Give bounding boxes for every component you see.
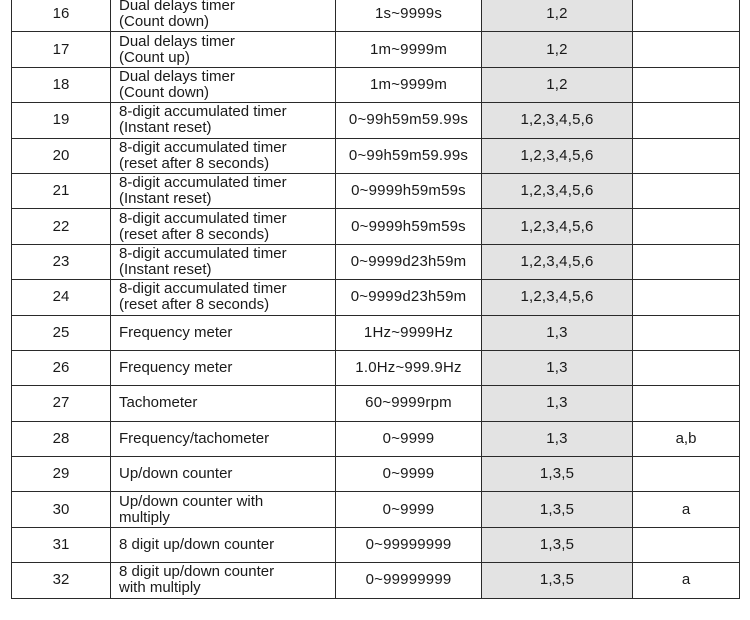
- function-name-line: 8-digit accumulated timer: [119, 103, 287, 121]
- function-number-cell: 28: [12, 421, 111, 456]
- function-number-cell: 19: [12, 103, 111, 138]
- function-number-cell: 32: [12, 563, 111, 598]
- note-cell: [633, 103, 740, 138]
- modes-cell: [482, 492, 633, 527]
- modes-value: 1,2: [546, 75, 568, 93]
- range-value: 0~9999d23h59m: [350, 252, 467, 270]
- modes-cell: [482, 350, 633, 385]
- table-row: [12, 103, 740, 138]
- function-number-cell: 30: [12, 492, 111, 527]
- function-name-cell: [111, 173, 336, 208]
- function-name-line: 8-digit accumulated timer: [119, 174, 287, 192]
- range-cell: [336, 0, 482, 32]
- range-value: 60~9999rpm: [365, 394, 452, 412]
- function-name-cell: [111, 280, 336, 315]
- function-name-cell: [111, 138, 336, 173]
- modes-value: 1,3,5: [539, 536, 575, 554]
- function-name-cell: [111, 350, 336, 385]
- range-value: 1.0Hz~999.9Hz: [355, 359, 462, 377]
- modes-cell: [482, 32, 633, 67]
- range-value: 1m~9999m: [369, 40, 448, 58]
- range-cell: [336, 209, 482, 244]
- function-name-line: Up/down counter with: [119, 492, 264, 510]
- modes-value: 1,2: [546, 5, 568, 23]
- function-name-cell: [111, 563, 336, 598]
- modes-value: 1,3: [546, 429, 568, 447]
- function-name-cell: [111, 527, 336, 562]
- range-value: 0~99999999: [365, 536, 452, 554]
- note-cell: a: [633, 563, 740, 598]
- note-cell: [633, 67, 740, 102]
- range-cell: [336, 421, 482, 456]
- modes-cell: [482, 103, 633, 138]
- note-cell: [633, 0, 740, 32]
- function-name-cell: [111, 67, 336, 102]
- range-value: 1Hz~9999Hz: [363, 323, 454, 341]
- function-name-line: (Instant reset): [119, 190, 212, 208]
- note-cell: [633, 138, 740, 173]
- function-name-line: Dual delays timer: [119, 67, 235, 85]
- function-name-line: with multiply: [119, 579, 201, 597]
- note-cell: a,b: [633, 421, 740, 456]
- function-number-cell: 20: [12, 138, 111, 173]
- range-value: 0~9999h59m59s: [351, 182, 466, 200]
- range-value: 0~99h59m59.99s: [348, 146, 469, 164]
- note-cell: [633, 244, 740, 279]
- modes-cell: [482, 386, 633, 421]
- table-row: [12, 350, 740, 385]
- function-name-line: 8-digit accumulated timer: [119, 138, 287, 156]
- modes-value: 1,3,5: [539, 500, 575, 518]
- modes-cell: [482, 315, 633, 350]
- table-row: [12, 138, 740, 173]
- function-name-line: (Instant reset): [119, 119, 212, 137]
- function-name-cell: [111, 209, 336, 244]
- modes-cell: [482, 67, 633, 102]
- range-value: 0~9999h59m59s: [351, 217, 466, 235]
- function-name-line: (reset after 8 seconds): [119, 296, 270, 314]
- function-name-line: 8 digit up/down counter: [119, 536, 275, 554]
- function-name-cell: [111, 32, 336, 67]
- function-table-container: [11, 0, 738, 599]
- range-cell: [336, 244, 482, 279]
- function-number-cell: 18: [12, 67, 111, 102]
- note-cell: [633, 209, 740, 244]
- function-name-line: (Count up): [119, 48, 190, 66]
- table-row: [12, 563, 740, 598]
- modes-value: 1,3,5: [539, 465, 575, 483]
- note-cell: [633, 32, 740, 67]
- function-number-cell: 21: [12, 173, 111, 208]
- function-name-line: 8-digit accumulated timer: [119, 244, 287, 262]
- note-cell: [633, 386, 740, 421]
- note-cell: [633, 173, 740, 208]
- table-row: [12, 457, 740, 492]
- modes-value: 1,2,3,4,5,6: [520, 146, 594, 164]
- function-number-cell: 17: [12, 32, 111, 67]
- function-name-line: (Count down): [119, 13, 210, 31]
- range-cell: [336, 173, 482, 208]
- range-cell: [336, 67, 482, 102]
- table-row: [12, 386, 740, 421]
- function-name-line: 8-digit accumulated timer: [119, 280, 287, 298]
- function-number-cell: 29: [12, 457, 111, 492]
- range-cell: [336, 350, 482, 385]
- function-number-cell: 26: [12, 350, 111, 385]
- modes-cell: [482, 457, 633, 492]
- range-cell: [336, 457, 482, 492]
- function-name-cell: [111, 244, 336, 279]
- note-cell: [633, 457, 740, 492]
- function-name-cell: [111, 457, 336, 492]
- function-number-cell: 23: [12, 244, 111, 279]
- modes-cell: [482, 280, 633, 315]
- range-cell: [336, 315, 482, 350]
- function-name-line: (Instant reset): [119, 260, 212, 278]
- modes-cell: [482, 0, 633, 32]
- function-number-cell: 25: [12, 315, 111, 350]
- range-cell: [336, 563, 482, 598]
- range-cell: [336, 386, 482, 421]
- function-name-line: Tachometer: [119, 394, 198, 412]
- range-value: 0~9999: [382, 429, 435, 447]
- table-row: [12, 421, 740, 456]
- note-cell: a: [633, 492, 740, 527]
- table-body: [12, 0, 740, 598]
- range-cell: [336, 103, 482, 138]
- function-name-cell: [111, 0, 336, 32]
- range-value: 0~9999: [382, 465, 435, 483]
- function-name-line: 8-digit accumulated timer: [119, 209, 287, 227]
- range-cell: [336, 527, 482, 562]
- function-name-line: Dual delays timer: [119, 32, 235, 50]
- modes-value: 1,2,3,4,5,6: [520, 217, 594, 235]
- function-name-line: Frequency meter: [119, 359, 233, 377]
- range-value: 0~9999: [382, 500, 435, 518]
- function-name-cell: [111, 315, 336, 350]
- modes-value: 1,3: [546, 323, 568, 341]
- range-value: 0~99999999: [365, 571, 452, 589]
- function-name-line: Dual delays timer: [119, 0, 235, 15]
- function-name-line: Up/down counter: [119, 465, 233, 483]
- function-name-line: (reset after 8 seconds): [119, 154, 270, 172]
- function-table: [11, 0, 740, 599]
- range-value: 1s~9999s: [374, 5, 443, 23]
- modes-value: 1,2,3,4,5,6: [520, 111, 594, 129]
- table-row: [12, 527, 740, 562]
- table-row: [12, 280, 740, 315]
- range-value: 1m~9999m: [369, 75, 448, 93]
- range-value: 0~9999d23h59m: [350, 288, 467, 306]
- modes-value: 1,3: [546, 359, 568, 377]
- modes-cell: [482, 563, 633, 598]
- table-row: [12, 173, 740, 208]
- function-name-line: 8 digit up/down counter: [119, 563, 275, 581]
- function-name-line: (Count down): [119, 83, 210, 101]
- modes-value: 1,2,3,4,5,6: [520, 182, 594, 200]
- function-number-cell: 27: [12, 386, 111, 421]
- function-name-line: Frequency meter: [119, 323, 233, 341]
- function-number-cell: 16: [12, 0, 111, 32]
- function-name-line: multiply: [119, 508, 170, 526]
- function-number-cell: 31: [12, 527, 111, 562]
- range-cell: [336, 138, 482, 173]
- range-value: 0~99h59m59.99s: [348, 111, 469, 129]
- function-number-cell: 22: [12, 209, 111, 244]
- table-row: [12, 244, 740, 279]
- table-row: [12, 492, 740, 527]
- modes-value: 1,3,5: [539, 571, 575, 589]
- function-name-cell: [111, 492, 336, 527]
- table-row: [12, 209, 740, 244]
- table-row: [12, 67, 740, 102]
- function-name-line: (reset after 8 seconds): [119, 225, 270, 243]
- modes-value: 1,2,3,4,5,6: [520, 252, 594, 270]
- function-name-cell: [111, 386, 336, 421]
- range-cell: [336, 280, 482, 315]
- range-cell: [336, 492, 482, 527]
- table-row: [12, 0, 740, 32]
- modes-cell: [482, 421, 633, 456]
- modes-value: 1,2,3,4,5,6: [520, 288, 594, 306]
- note-cell: [633, 350, 740, 385]
- modes-value: 1,3: [546, 394, 568, 412]
- modes-cell: [482, 209, 633, 244]
- note-cell: [633, 280, 740, 315]
- function-number-cell: 24: [12, 280, 111, 315]
- note-cell: [633, 527, 740, 562]
- modes-cell: [482, 138, 633, 173]
- modes-cell: [482, 244, 633, 279]
- range-cell: [336, 32, 482, 67]
- table-row: [12, 315, 740, 350]
- note-cell: [633, 315, 740, 350]
- modes-cell: [482, 527, 633, 562]
- table-row: [12, 32, 740, 67]
- function-name-cell: [111, 421, 336, 456]
- modes-cell: [482, 173, 633, 208]
- function-name-line: Frequency/tachometer: [119, 429, 270, 447]
- function-name-cell: [111, 103, 336, 138]
- modes-value: 1,2: [546, 40, 568, 58]
